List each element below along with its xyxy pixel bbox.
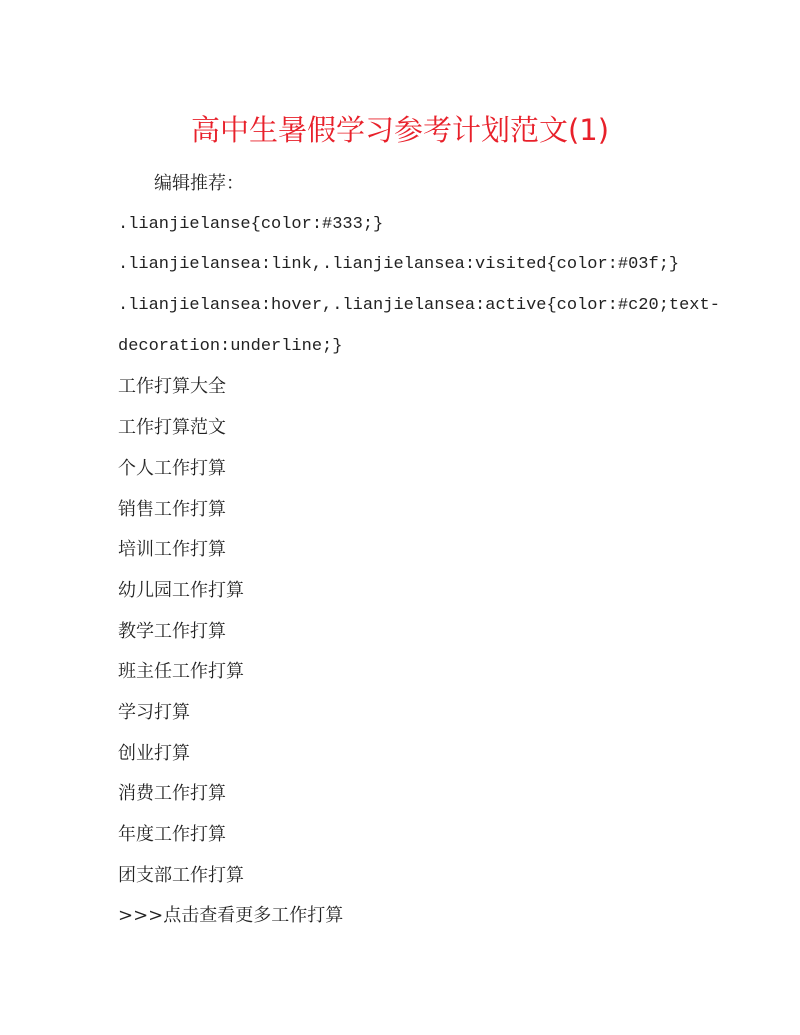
link-training-work-plan[interactable]: 培训工作打算 [118,539,226,561]
link-head-teacher-work-plan[interactable]: 班主任工作打算 [118,661,244,683]
link-work-plan-collection[interactable]: 工作打算大全 [118,376,226,398]
page-title: 高中生暑假学习参考计划范文(1) [190,113,610,147]
css-line: .lianjielanse{color:#333;} [118,214,384,234]
link-consumer-work-plan[interactable]: 消费工作打算 [118,783,226,805]
link-study-plan[interactable]: 学习打算 [118,701,190,723]
link-personal-work-plan[interactable]: 个人工作打算 [118,457,226,479]
document-body [118,164,720,937]
link-teaching-work-plan[interactable]: 教学工作打算 [118,620,226,642]
css-line: decoration:underline;} [118,336,343,356]
link-annual-work-plan[interactable]: 年度工作打算 [118,824,226,845]
link-sales-work-plan[interactable]: 销售工作打算 [118,498,226,520]
more-work-plans-link[interactable]: >>>点击查看更多工作打算 [118,905,344,927]
link-business-plan[interactable]: 创业打算 [118,742,190,764]
css-line: .lianjielansea:link,.lianjielansea:visited{color:#03f;} [118,255,680,275]
link-kindergarten-work-plan[interactable]: 幼儿园工作打算 [118,579,244,601]
link-league-branch-work-plan[interactable]: 团支部工作打算 [118,864,244,886]
css-line: .lianjielansea:hover,.lianjielansea:active{color:#c20;text- [118,296,720,316]
link-work-plan-samples[interactable]: 工作打算范文 [118,417,226,439]
intro-text: 编辑推荐： [154,173,244,194]
